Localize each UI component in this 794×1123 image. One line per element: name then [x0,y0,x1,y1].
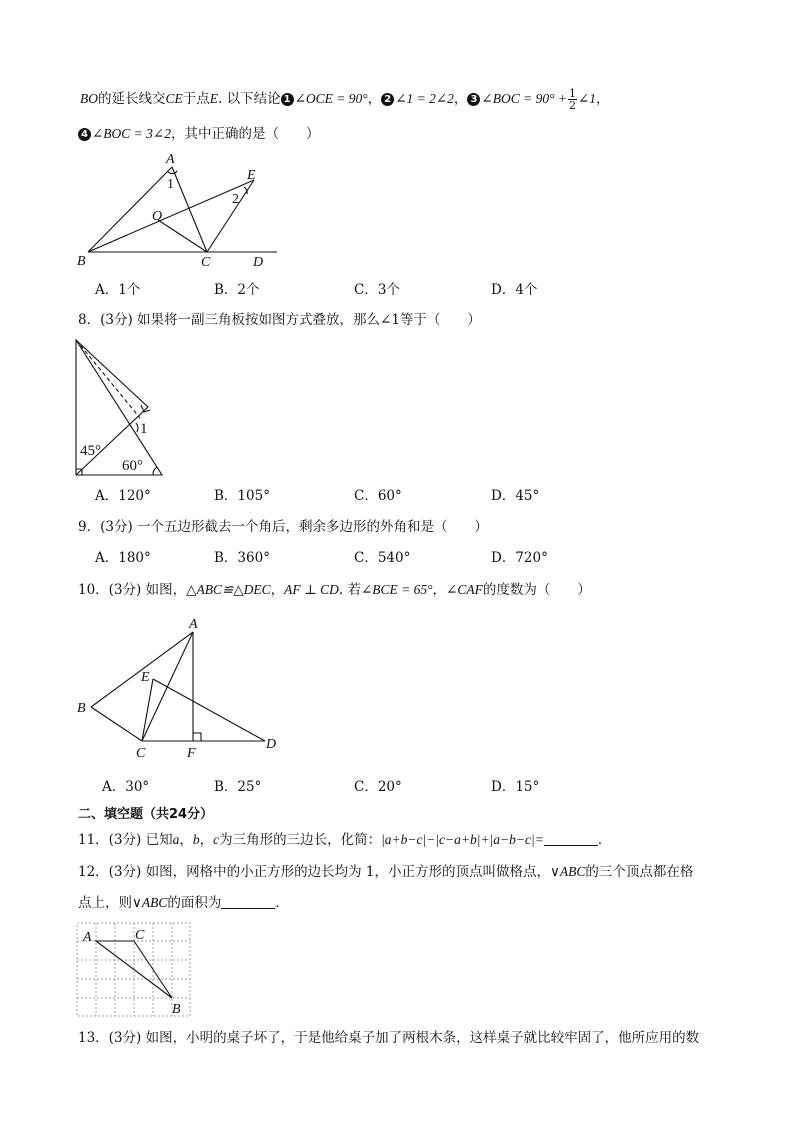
q10-text: . 若 [338,582,361,598]
q7-text: 于点 [182,91,210,107]
q11-var-c: c [213,832,220,847]
q11-text: 11．(3分) 已知 [78,832,173,848]
q7-label-o: O [152,209,163,224]
fraction-numerator: 1 [568,87,576,100]
circled-number-3: 3 [467,93,480,106]
q7-sep: ， [367,91,382,107]
q12-text: 12．(3分) 如图，网格中的小正方形的边长均为 1，小正方形的顶点叫做格点， [78,864,550,880]
q7-label-c: C [201,255,211,270]
q8-option-a[interactable]: A．120° [95,488,151,504]
q7-label-b: B [77,254,86,269]
q8-option-b[interactable]: B．105° [214,488,270,504]
q9-option-a[interactable]: A．180° [95,550,151,566]
q7-label-angle-1: 1 [167,177,174,192]
q8-stem: 8．(3分) 如果将一副三角板按如图方式叠放，那么∠1等于（ ） [78,312,481,328]
q8-label-60: 60° [122,458,143,474]
q10-perpendicular: AF ⊥ CD [284,582,339,597]
q11-text: 为三角形的三边长，化简： [219,832,382,848]
q12-triangle: ∨ABC [549,864,586,879]
q10-option-d[interactable]: D．15° [491,779,540,795]
q7-conclusion-3-tail: ∠1 [577,91,597,106]
q7-label-d: D [253,255,264,270]
q10-angle-bce: ∠BCE = 65° [360,582,433,597]
q7-option-c[interactable]: C．3个 [354,282,400,298]
q10-sep: ， [270,582,285,598]
q13-stem: 13．(3分) 如图，小明的桌子坏了，于是他给桌子加了两根木条，这样桌子就比较牢固了，他所应用的数 [78,1030,700,1046]
q9-stem: 9．(3分) 一个五边形截去一个角后，剩余多边形的外角和是（ ） [78,519,489,535]
q10-label-b: B [77,701,86,716]
q9-option-c[interactable]: C．540° [354,550,411,566]
q12-triangle: ∨ABC [132,895,168,910]
q10-option-b[interactable]: B．25° [214,779,262,795]
q10-option-c[interactable]: C．20° [354,779,402,795]
q11-sep: ， [179,832,193,848]
q7-point-e: E [209,91,219,106]
q7-conclusion-3: ∠BOC = 90° + [481,91,567,106]
q10-label-c: C [136,746,146,761]
q10-label-e: E [141,670,150,685]
q7-segment-ce: CE [165,91,183,106]
q10-text: 10．(3分) 如图， [78,582,187,598]
section-title-fill-in: 二、填空题（共24分） [78,807,214,822]
q7-option-b[interactable]: B．2个 [214,282,260,298]
q7-conclusion-1: ∠OCE = 90° [294,91,368,106]
q11-sep: ， [199,832,214,848]
q10-option-a[interactable]: A．30° [102,779,150,795]
q7-sep: ， [453,91,468,107]
q8-option-d[interactable]: D．45° [491,488,540,504]
q11-end: ． [597,832,612,848]
q9-option-b[interactable]: B．360° [214,550,270,566]
fraction-denominator: 2 [568,99,576,112]
q12-text: 点上，则 [78,895,132,911]
q7-segment-bo: BO [80,91,98,106]
q12-triangle-abc [96,941,172,998]
q10-congruence: △ABC≌△DEC [186,582,271,597]
q11-expression: |a+b−c|−|c−a+b|+|a−b−c|= [381,832,544,847]
q7-label-angle-2: 2 [232,192,239,207]
q12-label-c: C [135,928,145,943]
q7-option-a[interactable]: A．1个 [95,282,141,298]
q8-option-c[interactable]: C．60° [354,488,402,504]
q8-label-1: 1 [140,421,148,437]
q10-angle-caf: ∠CAF [446,582,483,597]
q10-sep: ， [432,582,447,598]
q8-label-45: 45° [80,443,101,459]
q7-sep: ， [596,91,610,107]
q9-option-d[interactable]: D．720° [491,550,548,566]
q7-text: . 以下结论 [218,91,281,107]
q7-question-tail: ，其中正确的是（ ） [170,126,320,142]
q7-label-a: A [166,152,175,167]
q12-label-b: B [172,1002,181,1017]
circled-number-2: 2 [381,93,394,106]
q10-question-tail: 的度数为（ ） [482,582,591,598]
q7-label-e: E [247,168,256,183]
q11-var-b: b [192,832,200,847]
q7-option-d[interactable]: D．4个 [491,282,538,298]
q12-end: ． [275,895,289,911]
q10-label-d: D [266,737,277,752]
circled-number-4: 4 [78,128,91,141]
q7-text: 的延长线交 [98,91,166,107]
circled-number-1: 1 [281,93,294,106]
q11-var-a: a [172,832,180,847]
q10-label-a: A [189,617,198,632]
q10-label-f: F [187,746,196,761]
q12-label-a: A [83,930,92,945]
q7-conclusion-2: ∠1 = 2∠2 [395,91,454,106]
q12-text: 的三个顶点都在格 [585,864,694,880]
q7-conclusion-4: ∠BOC = 3∠2 [92,126,171,141]
q12-text: 的面积为 [167,895,222,911]
